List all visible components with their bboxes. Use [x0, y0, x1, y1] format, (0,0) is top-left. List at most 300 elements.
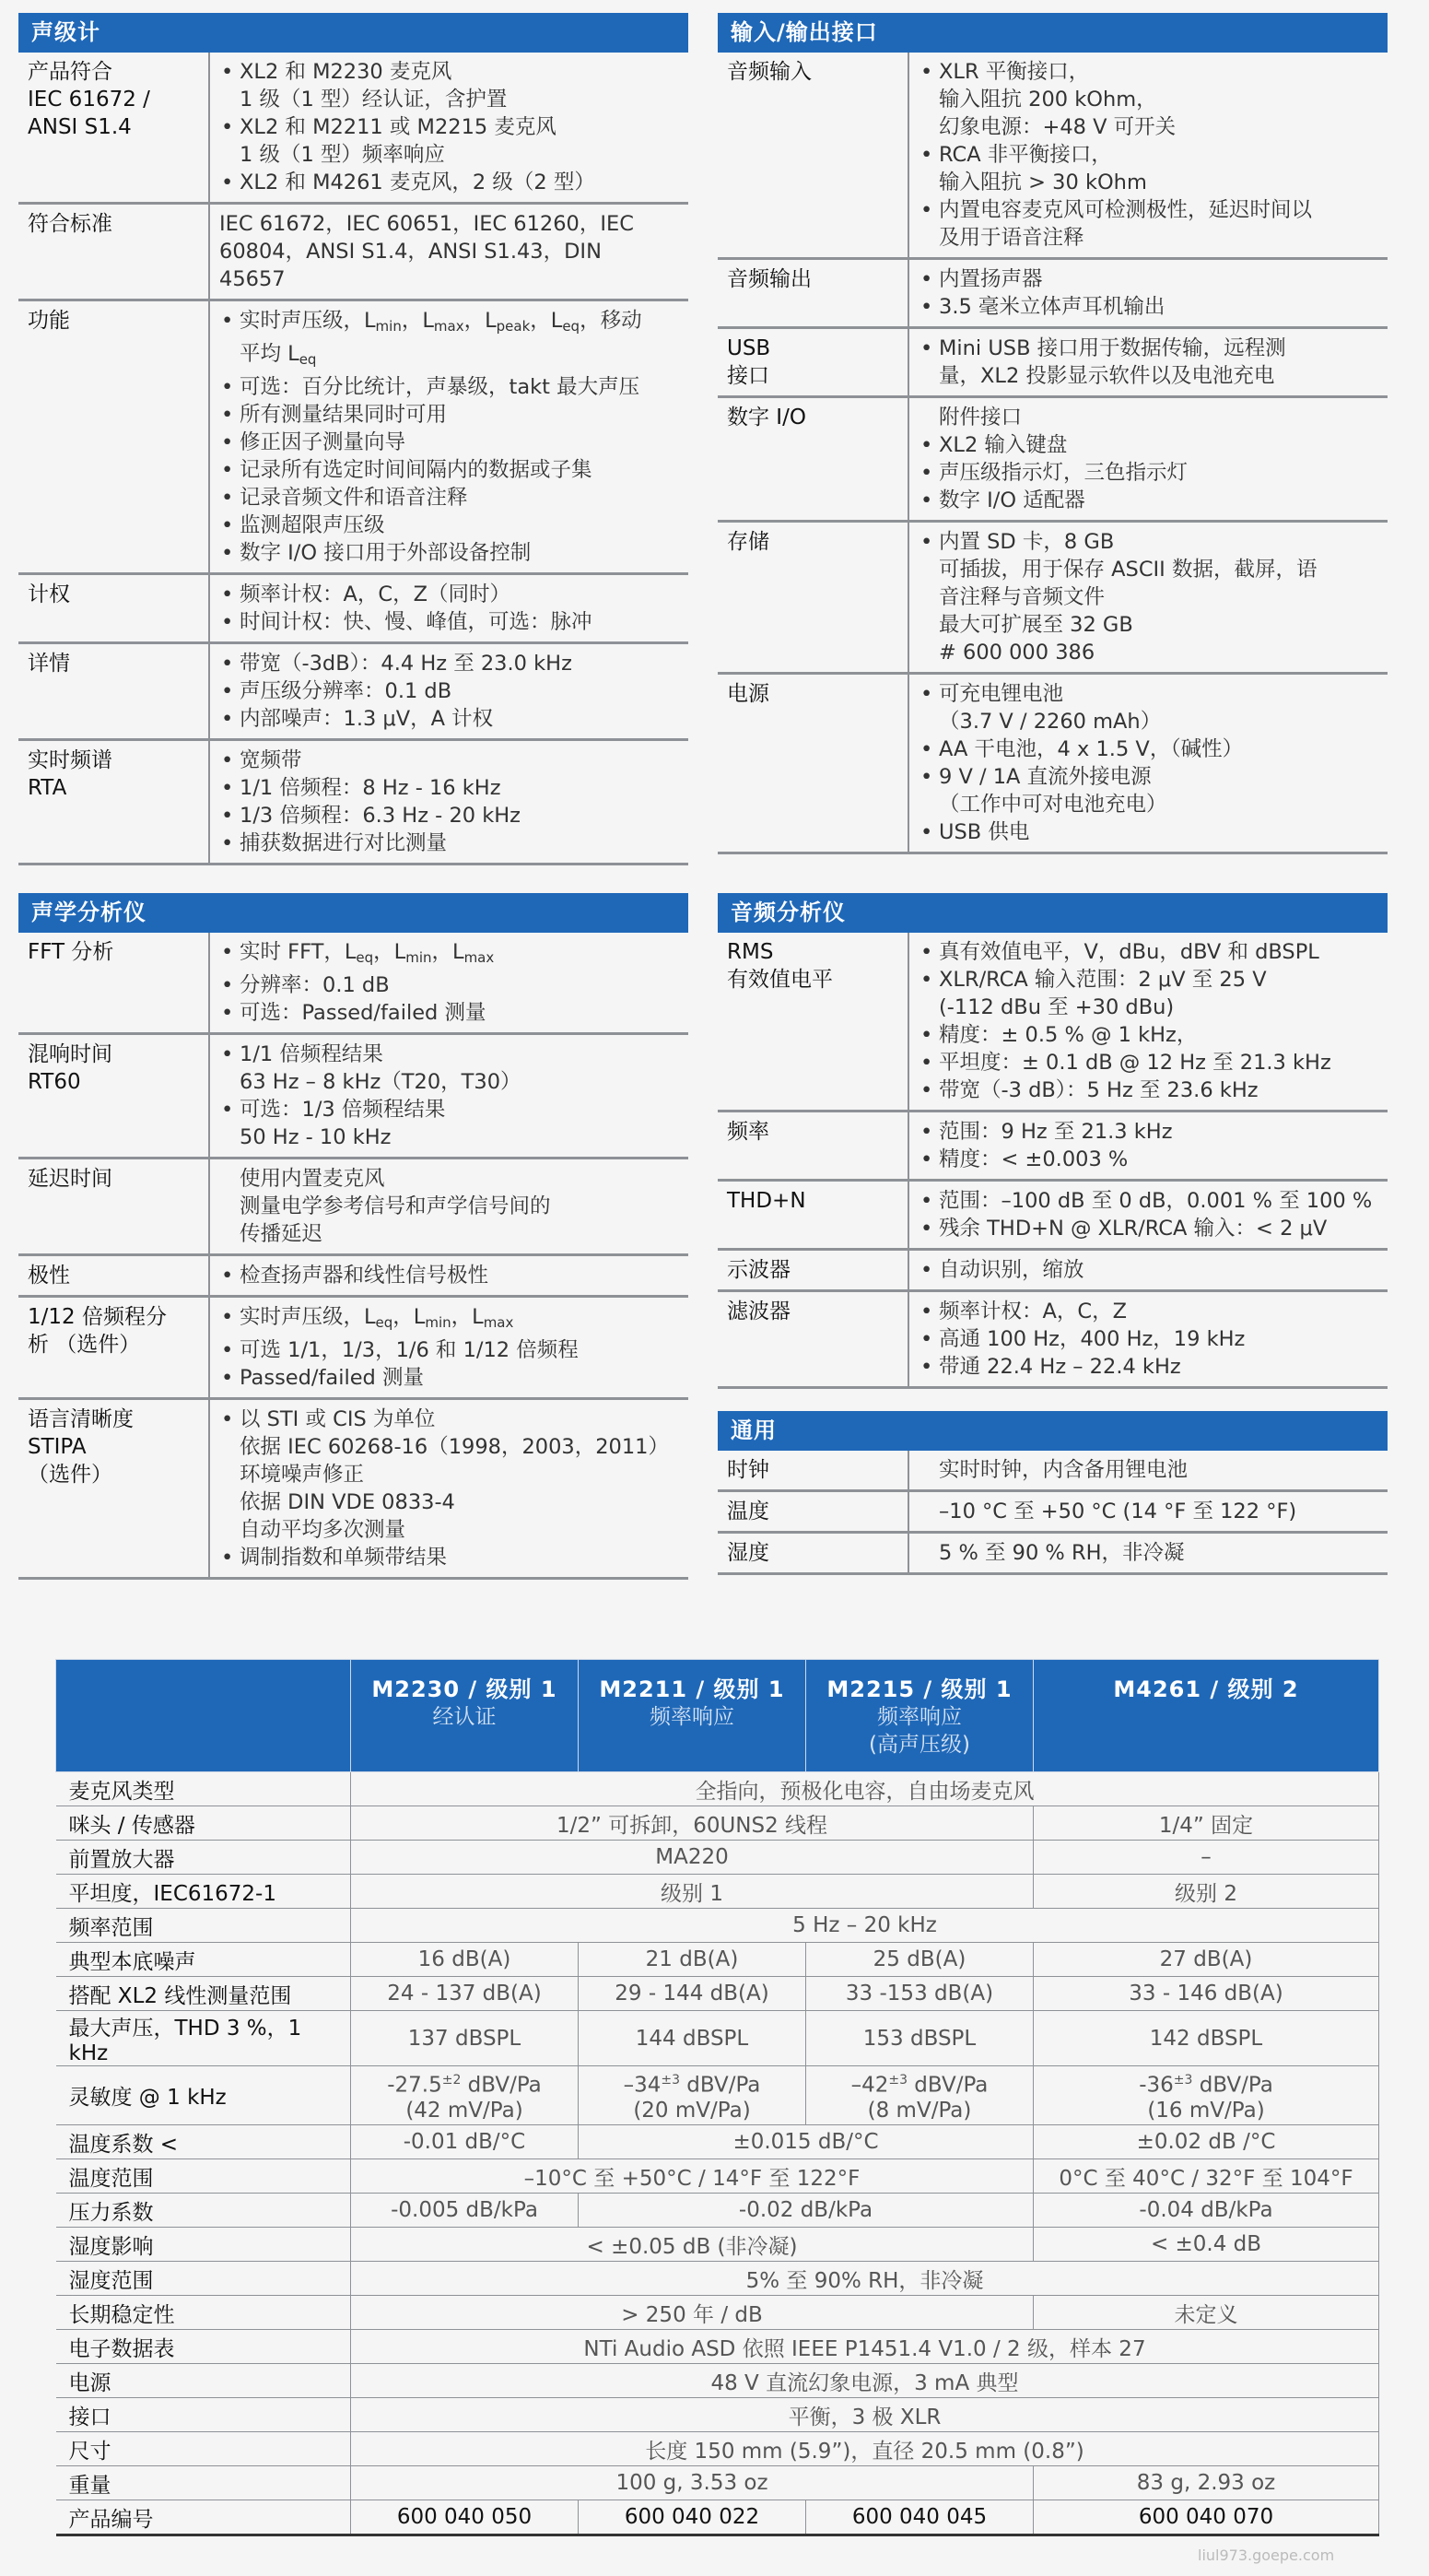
spec-row: [18, 1399, 688, 1579]
row-label: 咪头 / 传感器: [56, 1806, 351, 1841]
spec-value-line: • 数字 I/O 接口用于外部设备控制: [219, 539, 679, 567]
spec-value-line: • 范围：–100 dB 至 0 dB，0.001 % 至 100 %: [919, 1187, 1378, 1215]
row-value: < ±0.4 dB: [1034, 2228, 1379, 2262]
spec-value: [209, 53, 688, 204]
spec-key-line: 语言清晰度: [28, 1407, 134, 1431]
spec-value-line: • 时间计权：快、慢、峰值，可选：脉冲: [219, 608, 679, 636]
spec-row: [718, 1491, 1388, 1533]
spec-value-line: • 内部噪声：1.3 μV，A 计权: [219, 705, 679, 733]
row-label: 产品编号: [56, 2500, 351, 2535]
row-value: 600 040 070: [1034, 2500, 1379, 2535]
spec-value-line: 环境噪声修正: [240, 1463, 365, 1487]
spec-value-line: • 可选：Passed/failed 测量: [219, 999, 679, 1027]
model-title: M2211 / 级别 1: [599, 1676, 785, 1702]
comparison-row: [56, 2330, 1379, 2364]
spec-key: [18, 643, 209, 740]
spec-row: [718, 1250, 1388, 1291]
row-value: 33 - 146 dB(A): [1034, 1977, 1379, 2011]
spec-key: [18, 1399, 209, 1579]
spec-row: [18, 643, 688, 740]
microphone-comparison-section: [55, 1659, 1378, 2536]
row-label: 重量: [56, 2466, 351, 2500]
spec-key-line: 有效值电平: [727, 968, 833, 992]
row-label: 长期稳定性: [56, 2296, 351, 2330]
spec-value-line: • 修正因子测量向导: [219, 429, 679, 456]
spec-value-line: • 精度：± 0.5 % @ 1 kHz，: [919, 1021, 1378, 1049]
spec-key-line: 实时频谱: [28, 748, 112, 772]
spec-key: [18, 1034, 209, 1159]
spec-value: [209, 204, 688, 300]
spec-value-line: 使用内置麦克风: [240, 1167, 385, 1191]
row-value: 100 g, 3.53 oz: [351, 2466, 1034, 2500]
row-label: 温度系数 <: [56, 2125, 351, 2159]
spec-value-line: • 残余 THD+N @ XLR/RCA 输入：< 2 μV: [919, 1215, 1378, 1242]
spec-key: [18, 1255, 209, 1297]
row-value: –: [1034, 1841, 1379, 1875]
section-title: 输入/输出接口: [718, 13, 1388, 53]
row-label: 电子数据表: [56, 2330, 351, 2364]
row-value: MA220: [351, 1841, 1034, 1875]
comparison-row: [56, 2466, 1379, 2500]
spec-key-line: 1/12 倍频程分: [28, 1305, 167, 1329]
row-value: 级别 1: [351, 1875, 1034, 1909]
spec-value-line: • 实时声压级，$L_{min}$，$L_{max}$，$L_{peak}$，$L_{eq}$，移动: [219, 307, 679, 340]
comparison-row: [56, 2364, 1379, 2398]
spec-key-line: STIPA: [28, 1435, 87, 1459]
acoustic-analyzer-section: [18, 893, 688, 1580]
row-value: 25 dB(A): [806, 1943, 1034, 1977]
section-title: 声级计: [18, 13, 688, 53]
row-value: -0.04 dB/kPa: [1034, 2194, 1379, 2228]
comparison-row: [56, 2398, 1379, 2432]
spec-key-line: 湿度: [727, 1541, 769, 1565]
spec-row: [718, 53, 1388, 259]
spec-key: [718, 328, 908, 397]
row-value: 1/4” 固定: [1034, 1806, 1379, 1841]
spec-value-line: • 声压级指示灯，三色指示灯: [919, 459, 1378, 487]
spec-key-line: RMS: [727, 940, 774, 964]
microphone-comparison-table: [55, 1659, 1379, 2536]
spec-row: [718, 1291, 1388, 1388]
spec-row: [18, 1297, 688, 1399]
spec-value-line: • 实时 FFT，$L_{eq}$，$L_{min}$，$L_{max}$: [219, 938, 679, 971]
spec-value-line: 依据 DIN VDE 0833-4: [240, 1490, 455, 1514]
spec-key-line: FFT 分析: [28, 940, 114, 964]
model-subtitle: (高声压级): [869, 1733, 970, 1757]
sound-level-meter-section: [18, 13, 688, 865]
spec-value-line: 60804，ANSI S1.4，ANSI S1.43，DIN: [219, 240, 602, 264]
model-header: [579, 1660, 806, 1772]
spec-value-line: • 9 V / 1A 直流外接电源: [919, 763, 1378, 791]
spec-value: [209, 1297, 688, 1399]
spec-value: [908, 1181, 1388, 1250]
row-value: 16 dB(A): [351, 1943, 579, 1977]
spec-key-line: 极性: [28, 1264, 70, 1288]
spec-value-line: • 自动识别，缩放: [919, 1256, 1378, 1284]
spec-key: [18, 1297, 209, 1399]
row-value: 48 V 直流幻象电源，3 mA 典型: [351, 2364, 1379, 2398]
spec-row: [18, 204, 688, 300]
spec-key: [18, 740, 209, 865]
row-value: > 250 年 / dB: [351, 2296, 1034, 2330]
spec-value-line: • XL2 输入键盘: [919, 431, 1378, 459]
spec-key-line: 计权: [28, 582, 70, 606]
spec-value-line: • 可充电锂电池: [919, 680, 1378, 708]
spec-key: [18, 204, 209, 300]
spec-row: [18, 53, 688, 204]
spec-value: [908, 933, 1388, 1112]
spec-key-line: IEC 61672 /: [28, 88, 150, 112]
model-title: M2230 / 级别 1: [371, 1676, 557, 1702]
row-label: 压力系数: [56, 2194, 351, 2228]
spec-value: [209, 1034, 688, 1159]
spec-value: [908, 53, 1388, 259]
spec-key-line: 接口: [727, 364, 769, 388]
general-section: [718, 1411, 1388, 1575]
spec-value: [209, 574, 688, 643]
spec-value-line: # 600 000 386: [939, 641, 1095, 665]
spec-key-line: RTA: [28, 776, 67, 800]
io-interface-section: [718, 13, 1388, 854]
row-value: 600 040 050: [351, 2500, 579, 2535]
row-value: ±0.015 dB/°C: [579, 2125, 1034, 2159]
spec-value: [908, 1250, 1388, 1291]
spec-row: [18, 933, 688, 1034]
row-value: -0.02 dB/kPa: [579, 2194, 1034, 2228]
comparison-row: [56, 2066, 1379, 2125]
spec-key: [718, 1491, 908, 1533]
spec-value-line: • 检查扬声器和线性信号极性: [219, 1262, 679, 1289]
spec-value: [908, 1491, 1388, 1533]
comparison-row: [56, 2228, 1379, 2262]
row-label: 麦克风类型: [56, 1772, 351, 1806]
spec-key-line: ANSI S1.4: [28, 115, 132, 139]
comparison-row: [56, 2194, 1379, 2228]
model-subtitle: 频率响应: [877, 1705, 962, 1729]
row-label: 接口: [56, 2398, 351, 2432]
spec-value-line: • USB 供电: [919, 818, 1378, 846]
comparison-row: [56, 1875, 1379, 1909]
row-value: 144 dBSPL: [579, 2011, 806, 2066]
spec-key-line: （选件）: [28, 1463, 112, 1487]
model-title: M4261 / 级别 2: [1113, 1676, 1299, 1702]
model-subtitle: 频率响应: [650, 1705, 734, 1729]
row-value: 5 Hz – 20 kHz: [351, 1909, 1379, 1943]
header-blank-cell: [56, 1660, 351, 1772]
spec-value: [908, 1533, 1388, 1574]
spec-value-line: • XL2 和 M2230 麦克风: [219, 58, 679, 86]
spec-value-line: • 捕获数据进行对比测量: [219, 829, 679, 857]
row-value: 27 dB(A): [1034, 1943, 1379, 1977]
spec-value-line: • 1/1 倍频程：8 Hz - 16 kHz: [219, 774, 679, 802]
row-value: 长度 150 mm (5.9”)，直径 20.5 mm (0.8”): [351, 2432, 1379, 2466]
row-label: 平坦度，IEC61672-1: [56, 1875, 351, 1909]
spec-value-line: 50 Hz - 10 kHz: [240, 1125, 392, 1149]
row-value: 5% 至 90% RH，非冷凝: [351, 2262, 1379, 2296]
spec-value-line: IEC 61672，IEC 60651，IEC 61260，IEC: [219, 212, 634, 236]
spec-value-line: • 分辨率：0.1 dB: [219, 971, 679, 999]
spec-value: [209, 643, 688, 740]
spec-value-line: 音注释与音频文件: [939, 585, 1106, 609]
spec-value-line: • XL2 和 M4261 麦克风，2 级（2 型）: [219, 169, 679, 196]
spec-row: [18, 1159, 688, 1255]
spec-key-line: USB: [727, 336, 771, 360]
spec-key-line: 存储: [727, 530, 769, 554]
comparison-row: [56, 2159, 1379, 2194]
row-label: 湿度范围: [56, 2262, 351, 2296]
spec-key: [718, 674, 908, 853]
spec-row: [718, 674, 1388, 853]
comparison-row: [56, 1977, 1379, 2011]
spec-value-line: • 声压级分辨率：0.1 dB: [219, 677, 679, 705]
spec-table: [718, 933, 1388, 1389]
row-label: 典型本底噪声: [56, 1943, 351, 1977]
spec-value-line: • 可选 1/1，1/3，1/6 和 1/12 倍频程: [219, 1336, 679, 1364]
row-label: 灵敏度 @ 1 kHz: [56, 2066, 351, 2125]
spec-key-line: 延迟时间: [28, 1167, 112, 1191]
row-value: -0.005 dB/kPa: [351, 2194, 579, 2228]
spec-key-line: 温度: [727, 1500, 769, 1523]
spec-value-line: 63 Hz – 8 kHz（T20，T30）: [240, 1070, 521, 1094]
row-value: 级别 2: [1034, 1875, 1379, 1909]
audio-analyzer-section: [718, 893, 1388, 1389]
row-label: 最大声压，THD 3 %，1 kHz: [56, 2011, 351, 2066]
spec-row: [18, 1255, 688, 1297]
spec-key-line: 符合标准: [28, 212, 112, 236]
spec-value-line: • 频率计权：A，C，Z: [919, 1298, 1378, 1325]
spec-row: [718, 522, 1388, 674]
spec-key: [718, 1181, 908, 1250]
spec-value: [908, 1291, 1388, 1388]
comparison-row: [56, 2432, 1379, 2466]
spec-key: [718, 1291, 908, 1388]
spec-value-line: 实时时钟，内含备用锂电池: [939, 1458, 1189, 1482]
spec-key: [718, 53, 908, 259]
row-value: 600 040 045: [806, 2500, 1034, 2535]
row-value: 全指向，预极化电容，自由场麦克风: [351, 1772, 1379, 1806]
spec-value-line: • 内置 SD 卡，8 GB: [919, 528, 1378, 556]
spec-value-line: 依据 IEC 60268-16（1998，2003，2011）: [240, 1435, 669, 1459]
spec-value-line: • 内置扬声器: [919, 265, 1378, 293]
spec-value: [209, 300, 688, 574]
spec-value-line: • 平坦度：± 0.1 dB @ 12 Hz 至 21.3 kHz: [919, 1049, 1378, 1076]
comparison-row: [56, 2125, 1379, 2159]
spec-value-line: （3.7 V / 2260 mAh）: [939, 710, 1162, 734]
spec-key-line: 产品符合: [28, 60, 112, 84]
spec-value: [209, 933, 688, 1034]
section-title: 通用: [718, 1411, 1388, 1451]
spec-key: [718, 1112, 908, 1181]
row-value: < ±0.05 dB (非冷凝): [351, 2228, 1034, 2262]
spec-value: [209, 1255, 688, 1297]
spec-value-line: • 真有效值电平，V，dBu，dBV 和 dBSPL: [919, 938, 1378, 966]
spec-value-line: • XL2 和 M2211 或 M2215 麦克风: [219, 113, 679, 141]
spec-key-line: 详情: [28, 652, 70, 676]
spec-value-line: 1 级（1 型）频率响应: [240, 143, 445, 167]
model-header: [1034, 1660, 1379, 1772]
comparison-row: [56, 2296, 1379, 2330]
row-value: 1/2” 可拆卸，60UNS2 线程: [351, 1806, 1034, 1841]
spec-key: [18, 53, 209, 204]
spec-value: [209, 740, 688, 865]
spec-value-line: 及用于语音注释: [939, 226, 1084, 250]
spec-value-line: • 所有测量结果同时可用: [219, 401, 679, 429]
spec-value-line: 1 级（1 型）经认证，含护置: [240, 88, 508, 112]
spec-value-line: • AA 干电池，4 x 1.5 V，（碱性）: [919, 735, 1378, 763]
spec-table: [18, 933, 688, 1580]
spec-row: [718, 1451, 1388, 1491]
model-subtitle: 经认证: [432, 1705, 497, 1729]
spec-key-line: 电源: [727, 682, 769, 706]
spec-value-line: • 宽频带: [219, 747, 679, 774]
row-label: 频率范围: [56, 1909, 351, 1943]
spec-key-line: 功能: [28, 309, 70, 333]
row-value: 21 dB(A): [579, 1943, 806, 1977]
spec-value: [908, 522, 1388, 674]
spec-value-line: 传播延迟: [240, 1222, 323, 1246]
spec-key-line: 示波器: [727, 1258, 791, 1282]
spec-value-line: 45657: [219, 267, 286, 291]
spec-row: [718, 1181, 1388, 1250]
spec-row: [718, 397, 1388, 522]
row-label: 温度范围: [56, 2159, 351, 2194]
spec-value-line: • 以 STI 或 CIS 为单位: [219, 1406, 679, 1433]
spec-value-line: 平均 $L_{eq}$: [240, 342, 317, 368]
section-title: 音频分析仪: [718, 893, 1388, 933]
spec-value-line: • 记录音频文件和语音注释: [219, 484, 679, 512]
spec-value-line: • XLR/RCA 输入范围：2 μV 至 25 V: [919, 966, 1378, 994]
spec-value-line: • 范围：9 Hz 至 21.3 kHz: [919, 1118, 1378, 1146]
model-header: [351, 1660, 579, 1772]
row-value: 600 040 022: [579, 2500, 806, 2535]
spec-value-line: • 可选：百分比统计，声暴级，takt 最大声压: [219, 373, 679, 401]
spec-table: [718, 1451, 1388, 1575]
row-value: 24 - 137 dB(A): [351, 1977, 579, 2011]
spec-key: [718, 522, 908, 674]
spec-key-line: THD+N: [727, 1189, 806, 1213]
spec-value-line: （工作中可对电池充电）: [939, 793, 1167, 817]
model-header: [806, 1660, 1034, 1772]
spec-value-line: • RCA 非平衡接口，: [919, 141, 1378, 169]
row-label: 搭配 XL2 线性测量范围: [56, 1977, 351, 2011]
spec-key-line: 音频输出: [727, 267, 812, 291]
row-value: $-27.5^{\pm 2}$ dBV/Pa (42 mV/Pa): [351, 2066, 579, 2125]
spec-key: [718, 1533, 908, 1574]
spec-value-line: • 可选：1/3 倍频程结果: [219, 1096, 679, 1123]
comparison-header-row: [56, 1660, 1379, 1772]
spec-value-line: 附件接口: [939, 406, 1023, 429]
spec-value-line: 测量电学参考信号和声学信号间的: [240, 1194, 551, 1218]
spec-key-line: 混响时间: [28, 1042, 112, 1066]
spec-value-line: 输入阻抗 > 30 kOhm: [939, 171, 1147, 194]
comparison-row: [56, 2262, 1379, 2296]
spec-row: [18, 300, 688, 574]
spec-table: [718, 53, 1388, 854]
row-value: 未定义: [1034, 2296, 1379, 2330]
spec-key: [18, 574, 209, 643]
comparison-row: [56, 2011, 1379, 2066]
row-value: –10°C 至 +50°C / 14°F 至 122°F: [351, 2159, 1034, 2194]
spec-value-line: • 1/1 倍频程结果: [219, 1041, 679, 1068]
spec-key: [18, 300, 209, 574]
spec-key-line: 频率: [727, 1120, 769, 1144]
spec-value-line: 输入阻抗 200 kOhm，: [939, 88, 1157, 112]
spec-row: [718, 1533, 1388, 1574]
spec-value-line: • 3.5 毫米立体声耳机输出: [919, 293, 1378, 321]
spec-key-line: 析 （选件）: [28, 1333, 141, 1357]
comparison-row: [56, 1943, 1379, 1977]
spec-row: [18, 1034, 688, 1159]
row-value: $-42^{\pm 3}$ dBV/Pa (8 mV/Pa): [806, 2066, 1034, 2125]
row-label: 前置放大器: [56, 1841, 351, 1875]
row-value: 0°C 至 40°C / 32°F 至 104°F: [1034, 2159, 1379, 2194]
row-value: 142 dBSPL: [1034, 2011, 1379, 2066]
spec-value-line: • Mini USB 接口用于数据传输，远程测: [919, 335, 1378, 362]
row-value: 83 g, 2.93 oz: [1034, 2466, 1379, 2500]
comparison-row: [56, 1909, 1379, 1943]
spec-value-line: 量，XL2 投影显示软件以及电池充电: [939, 364, 1275, 388]
spec-value-line: 可插拔，用于保存 ASCII 数据，截屏，语: [939, 558, 1318, 582]
row-value: $-36^{\pm 3}$ dBV/Pa (16 mV/Pa): [1034, 2066, 1379, 2125]
spec-key: [718, 397, 908, 522]
spec-value-line: • 带宽（-3 dB）：5 Hz 至 23.6 kHz: [919, 1076, 1378, 1104]
row-value: 153 dBSPL: [806, 2011, 1034, 2066]
spec-key: [718, 1451, 908, 1491]
spec-value-line: (-112 dBu 至 +30 dBu): [939, 995, 1175, 1019]
spec-value-line: • 调制指数和单频带结果: [219, 1544, 679, 1571]
spec-value-line: • 内置电容麦克风可检测极性，延迟时间以: [919, 196, 1378, 224]
comparison-row: [56, 1772, 1379, 1806]
section-title: 声学分析仪: [18, 893, 688, 933]
row-value: 33 -153 dB(A): [806, 1977, 1034, 2011]
spec-row: [718, 933, 1388, 1112]
spec-value-line: • 记录所有选定时间间隔内的数据或子集: [219, 456, 679, 484]
spec-value-line: • Passed/failed 测量: [219, 1364, 679, 1392]
spec-row: [718, 259, 1388, 328]
spec-value-line: 5 % 至 90 % RH，非冷凝: [939, 1541, 1185, 1565]
spec-value-line: • 精度：< ±0.003 %: [919, 1146, 1378, 1173]
row-label: 尺寸: [56, 2432, 351, 2466]
spec-key: [718, 1250, 908, 1291]
model-title: M2215 / 级别 1: [826, 1676, 1013, 1702]
spec-row: [18, 740, 688, 865]
spec-key: [18, 933, 209, 1034]
spec-value: [908, 328, 1388, 397]
spec-key-line: 音频输入: [727, 60, 812, 84]
spec-value-line: • XLR 平衡接口，: [919, 58, 1378, 86]
spec-value-line: 最大可扩展至 32 GB: [939, 613, 1133, 637]
row-label: 湿度影响: [56, 2228, 351, 2262]
spec-value-line: • 频率计权：A，C，Z（同时）: [219, 581, 679, 608]
spec-value: [209, 1399, 688, 1579]
spec-value: [908, 1112, 1388, 1181]
row-value: ±0.02 dB /°C: [1034, 2125, 1379, 2159]
row-value: -0.01 dB/°C: [351, 2125, 579, 2159]
row-value: 29 - 144 dB(A): [579, 1977, 806, 2011]
spec-row: [718, 1112, 1388, 1181]
spec-value-line: • 1/3 倍频程：6.3 Hz - 20 kHz: [219, 802, 679, 829]
spec-key: [718, 259, 908, 328]
row-value: NTi Audio ASD 依照 IEEE P1451.4 V1.0 / 2 级，样本 27: [351, 2330, 1379, 2364]
spec-key-line: RT60: [28, 1070, 81, 1094]
spec-value-line: 自动平均多次测量: [240, 1518, 406, 1542]
spec-value-line: • 高通 100 Hz，400 Hz，19 kHz: [919, 1325, 1378, 1353]
spec-value: [908, 1451, 1388, 1491]
spec-row: [718, 328, 1388, 397]
row-value: 平衡，3 极 XLR: [351, 2398, 1379, 2432]
spec-value-line: • 数字 I/O 适配器: [919, 487, 1378, 514]
spec-key-line: 时钟: [727, 1458, 769, 1482]
